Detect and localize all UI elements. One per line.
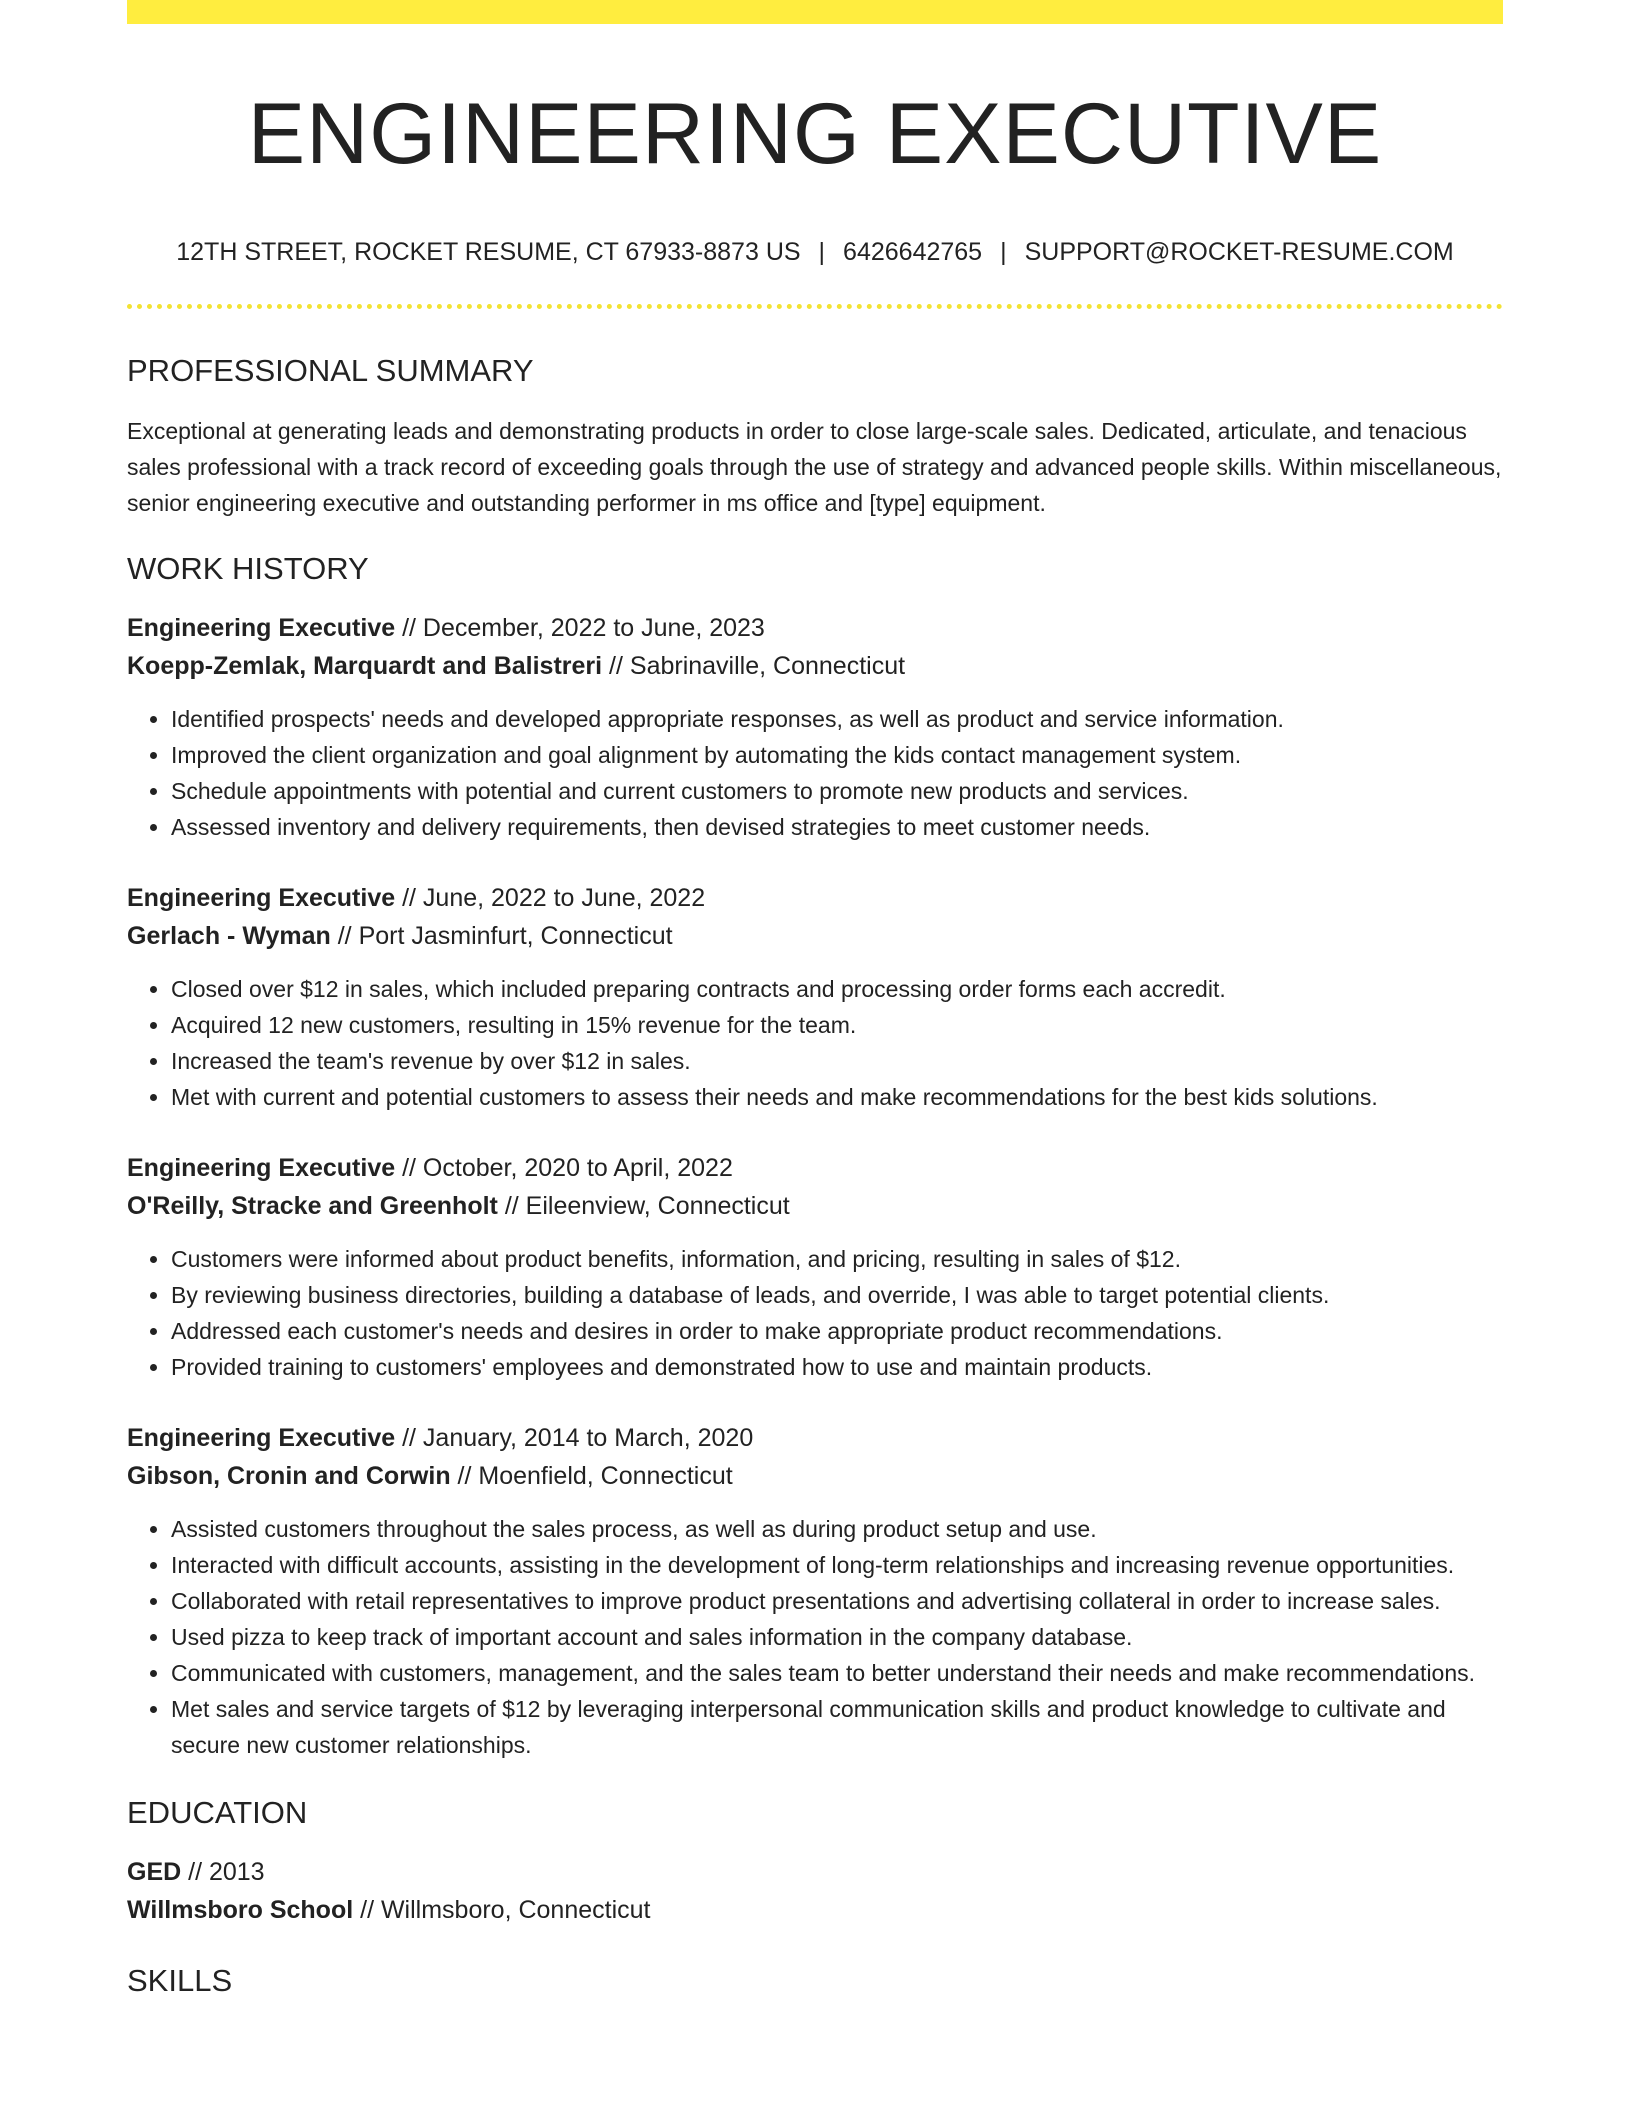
bullet-item: • Acquired 12 new customers, resulting in 15% revenue for the team.	[171, 1007, 1503, 1043]
bullet-item: • Addressed each customer's needs and desires in order to make appropriate product recommendations.	[171, 1313, 1503, 1349]
job-role: Engineering Executive	[127, 1154, 396, 1182]
dotted-divider	[127, 304, 1503, 309]
job-entry	[127, 609, 1503, 845]
job-company: O'Reilly, Stracke and Greenholt	[127, 1192, 498, 1220]
job-dates: // October, 2020 to April, 2022	[395, 1154, 733, 1182]
bullet-item: • Met with current and potential customers to assess their needs and make recommendations for the best kids solutions.	[171, 1079, 1503, 1115]
resume-name: ENGINEERING EXECUTIVE	[247, 86, 1383, 182]
bullet-item: • Customers were informed about product benefits, information, and pricing, resulting in sales of $12.	[171, 1241, 1503, 1277]
job-company: Koepp-Zemlak, Marquardt and Balistreri	[127, 652, 603, 680]
job-title-line	[127, 1149, 1503, 1187]
job-entry	[127, 879, 1503, 1115]
bullet-item: • Schedule appointments with potential and current customers to promote new products and services.	[171, 773, 1503, 809]
bullet-item: • Identified prospects' needs and developed appropriate responses, as well as product and service information.	[171, 701, 1503, 737]
bullet-item: • Collaborated with retail representatives to improve product presentations and advertising collateral in order to increase sales.	[171, 1583, 1503, 1619]
bullet-item: • Assisted customers throughout the sales process, as well as during product setup and use.	[171, 1511, 1503, 1547]
education-school-line	[127, 1891, 1503, 1929]
bullet-item: • By reviewing business directories, building a database of leads, and override, I was able to target potential clients.	[171, 1277, 1503, 1313]
contact-address: 12TH STREET, ROCKET RESUME, CT 67933-8873 US	[176, 238, 801, 266]
contact-separator: |	[1000, 238, 1007, 266]
job-dates: // December, 2022 to June, 2023	[395, 614, 765, 642]
education-heading: EDUCATION	[127, 1795, 308, 1830]
job-dates: // June, 2022 to June, 2022	[395, 884, 706, 912]
job-role: Engineering Executive	[127, 614, 396, 642]
job-title-line	[127, 609, 1503, 647]
contact-line	[127, 236, 1503, 268]
education-location: // Willmsboro, Connecticut	[353, 1896, 651, 1924]
job-title-line	[127, 1419, 1503, 1457]
education-degree-line	[127, 1853, 1503, 1891]
education-degree: GED	[127, 1858, 182, 1886]
job-location: // Sabrinaville, Connecticut	[602, 652, 906, 680]
job-role: Engineering Executive	[127, 1424, 396, 1452]
resume-page	[127, 0, 1503, 2001]
bullet-item: • Closed over $12 in sales, which included preparing contracts and processing order forms each accredit.	[171, 971, 1503, 1007]
job-location: // Port Jasminfurt, Connecticut	[330, 922, 673, 950]
summary-heading: PROFESSIONAL SUMMARY	[127, 353, 534, 388]
bullet-item: • Met sales and service targets of $12 by leveraging interpersonal communication skills and product knowledge to cultivate and secure new customer relationships.	[171, 1691, 1503, 1763]
summary-text: Exceptional at generating leads and demonstrating products in order to close large-scale sales. Dedicated, articulate, and tenacious sales professional with a track record of exceeding goals through the use of strategy and advanced people skills. Within miscellaneous, senior engineering executive and outstanding performer in ms office and [type] equipment.	[127, 418, 1502, 516]
job-company-line	[127, 1457, 1503, 1495]
bullet-item: • Provided training to customers' employees and demonstrated how to use and maintain products.	[171, 1349, 1503, 1385]
job-company-line	[127, 1187, 1503, 1225]
bullet-item: • Assessed inventory and delivery requirements, then devised strategies to meet customer needs.	[171, 809, 1503, 845]
job-dates: // January, 2014 to March, 2020	[395, 1424, 754, 1452]
job-entry	[127, 1419, 1503, 1763]
job-bullets	[127, 1241, 1503, 1385]
job-title-line	[127, 879, 1503, 917]
contact-separator: |	[818, 238, 826, 266]
contact-email: SUPPORT@ROCKET-RESUME.COM	[1024, 238, 1454, 266]
top-accent-bar	[127, 0, 1503, 24]
job-company: Gerlach - Wyman	[127, 922, 331, 950]
education-school: Willmsboro School	[127, 1896, 354, 1924]
bullet-item: • Used pizza to keep track of important account and sales information in the company database.	[171, 1619, 1503, 1655]
job-company: Gibson, Cronin and Corwin	[127, 1462, 451, 1490]
job-role: Engineering Executive	[127, 884, 396, 912]
work-history-heading: WORK HISTORY	[127, 551, 369, 586]
education-entry	[127, 1853, 1503, 1929]
job-company-line	[127, 917, 1503, 955]
job-bullets	[127, 701, 1503, 845]
education-year: // 2013	[181, 1858, 265, 1886]
bullet-item: • Increased the team's revenue by over $12 in sales.	[171, 1043, 1503, 1079]
job-location: // Moenfield, Connecticut	[450, 1462, 733, 1490]
job-entry	[127, 1149, 1503, 1385]
skills-heading: SKILLS	[127, 1963, 233, 1998]
job-bullets	[127, 971, 1503, 1115]
job-bullets	[127, 1511, 1503, 1763]
bullet-item: • Communicated with customers, management, and the sales team to better understand their needs and make recommendations.	[171, 1655, 1503, 1691]
contact-phone: 6426642765	[843, 238, 983, 266]
bullet-item: • Interacted with difficult accounts, assisting in the development of long-term relationships and increasing revenue opportunities.	[171, 1547, 1503, 1583]
job-location: // Eileenview, Connecticut	[497, 1192, 790, 1220]
job-company-line	[127, 647, 1503, 685]
bullet-item: • Improved the client organization and goal alignment by automating the kids contact management system.	[171, 737, 1503, 773]
